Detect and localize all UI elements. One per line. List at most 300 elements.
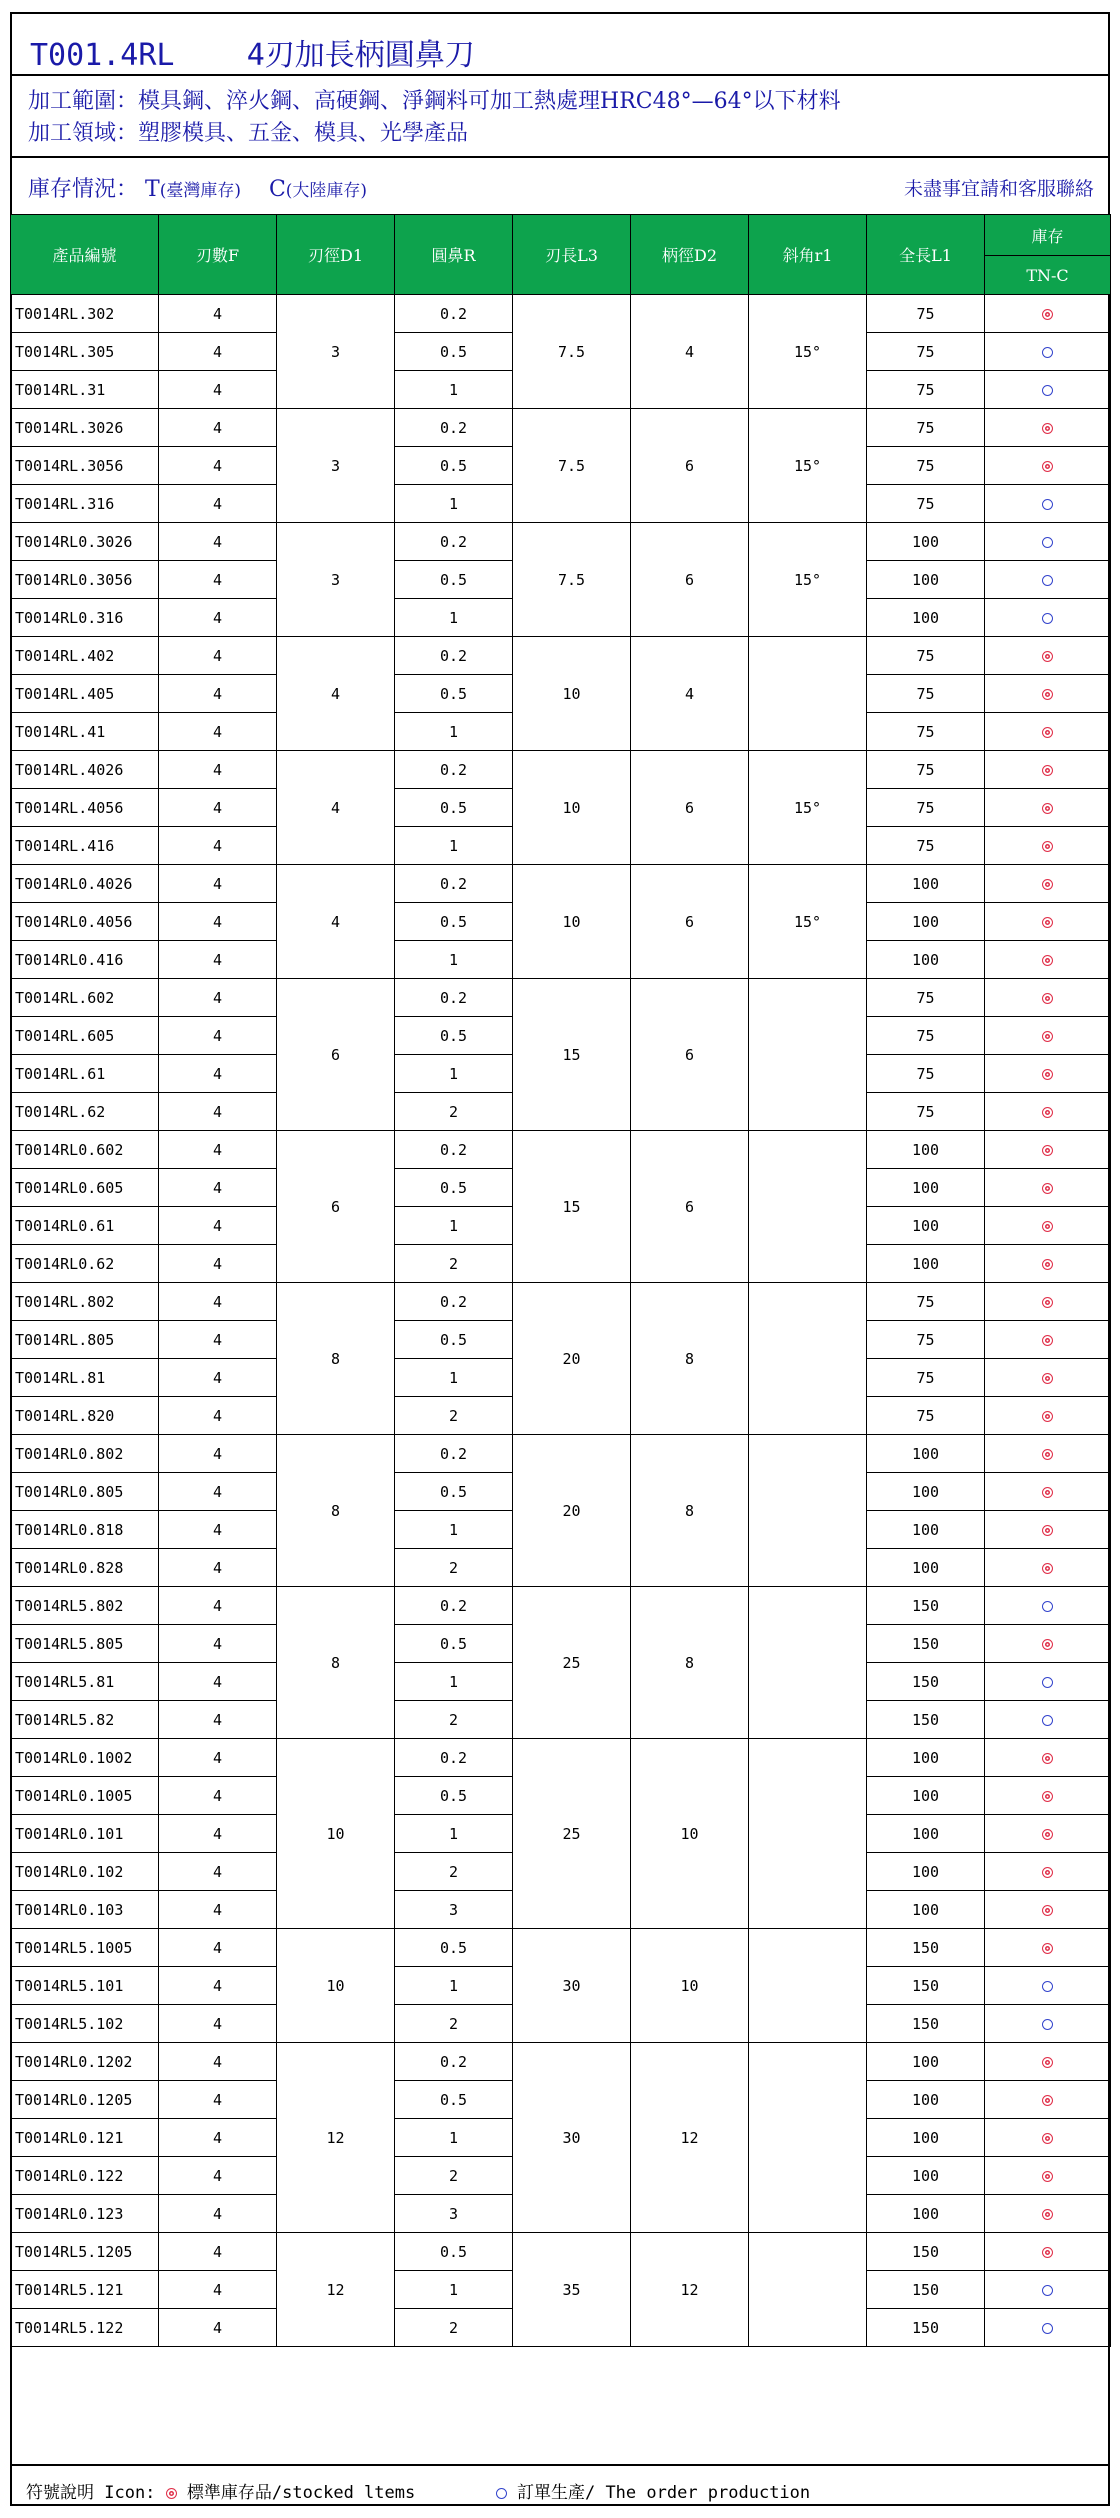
header-d1: 刃徑D1 xyxy=(277,215,395,295)
l1-cell: 75 xyxy=(867,979,985,1017)
radius-cell: 0.2 xyxy=(395,409,513,447)
stock-cell xyxy=(985,561,1111,599)
stock-cell xyxy=(985,1359,1111,1397)
legend-label: 符號說明 Icon: xyxy=(26,2483,156,2503)
r1-cell xyxy=(749,1435,867,1587)
product-code: T0014RL0.123 xyxy=(11,2195,159,2233)
flutes-cell: 4 xyxy=(159,1587,277,1625)
radius-cell: 0.2 xyxy=(395,1283,513,1321)
info-block xyxy=(10,76,1110,158)
l1-cell: 75 xyxy=(867,637,985,675)
radius-cell: 0.2 xyxy=(395,1739,513,1777)
stocked-icon xyxy=(1042,1183,1053,1194)
d1-cell: 6 xyxy=(277,1131,395,1283)
order-icon xyxy=(1042,2323,1053,2334)
d2-cell: 10 xyxy=(631,1929,749,2043)
stock-cell xyxy=(985,751,1111,789)
table-row xyxy=(11,409,1111,447)
stock-cell xyxy=(985,2271,1111,2309)
stocked-icon xyxy=(1042,955,1053,966)
stocked-icon xyxy=(1042,1791,1053,1802)
l1-cell: 100 xyxy=(867,2119,985,2157)
radius-cell: 2 xyxy=(395,1701,513,1739)
l1-cell: 100 xyxy=(867,523,985,561)
product-code: T0014RL0.802 xyxy=(11,1435,159,1473)
stock-cell xyxy=(985,1663,1111,1701)
r1-cell xyxy=(749,2043,867,2233)
l1-cell: 150 xyxy=(867,2233,985,2271)
stocked-icon xyxy=(1042,2133,1053,2144)
product-code: T0014RL0.1202 xyxy=(11,2043,159,2081)
d2-cell: 6 xyxy=(631,865,749,979)
flutes-cell: 4 xyxy=(159,675,277,713)
header-r1: 斜角r1 xyxy=(749,215,867,295)
flutes-cell: 4 xyxy=(159,485,277,523)
d1-cell: 3 xyxy=(277,409,395,523)
d2-cell: 6 xyxy=(631,979,749,1131)
flutes-cell: 4 xyxy=(159,2005,277,2043)
flutes-cell: 4 xyxy=(159,1625,277,1663)
stock-cell xyxy=(985,2119,1111,2157)
stocked-icon xyxy=(1042,1487,1053,1498)
product-code: T0014RL.402 xyxy=(11,637,159,675)
flutes-cell: 4 xyxy=(159,827,277,865)
r1-cell xyxy=(749,979,867,1131)
flutes-cell: 4 xyxy=(159,1435,277,1473)
r1-cell xyxy=(749,1131,867,1283)
r1-cell: 15° xyxy=(749,295,867,409)
d2-cell: 12 xyxy=(631,2233,749,2347)
product-code: T0014RL0.62 xyxy=(11,1245,159,1283)
radius-cell: 1 xyxy=(395,2119,513,2157)
radius-cell: 2 xyxy=(395,1549,513,1587)
product-code: T0014RL5.802 xyxy=(11,1587,159,1625)
flutes-cell: 4 xyxy=(159,1131,277,1169)
stock-cell xyxy=(985,789,1111,827)
d1-cell: 4 xyxy=(277,637,395,751)
stock-cell xyxy=(985,1321,1111,1359)
product-code: T0014RL5.121 xyxy=(11,2271,159,2309)
stock-c-code: C xyxy=(268,177,286,202)
radius-cell: 0.2 xyxy=(395,1131,513,1169)
stocked-icon xyxy=(1042,1031,1053,1042)
l1-cell: 75 xyxy=(867,333,985,371)
stock-cell xyxy=(985,1511,1111,1549)
flutes-cell: 4 xyxy=(159,2119,277,2157)
l1-cell: 100 xyxy=(867,903,985,941)
flutes-cell: 4 xyxy=(159,903,277,941)
radius-cell: 0.5 xyxy=(395,1321,513,1359)
radius-cell: 1 xyxy=(395,2271,513,2309)
radius-cell: 1 xyxy=(395,485,513,523)
d2-cell: 10 xyxy=(631,1739,749,1929)
product-code: T0014RL0.101 xyxy=(11,1815,159,1853)
table-row xyxy=(11,637,1111,675)
l1-cell: 100 xyxy=(867,1131,985,1169)
stocked-icon xyxy=(1042,1069,1053,1080)
stocked-icon xyxy=(166,2488,177,2499)
l1-cell: 100 xyxy=(867,1207,985,1245)
l3-cell: 7.5 xyxy=(513,523,631,637)
stock-cell xyxy=(985,2309,1111,2347)
stock-cell xyxy=(985,1207,1111,1245)
stocked-icon xyxy=(1042,765,1053,776)
product-code: T0014RL0.102 xyxy=(11,1853,159,1891)
d1-cell: 3 xyxy=(277,523,395,637)
l1-cell: 100 xyxy=(867,1549,985,1587)
l3-cell: 7.5 xyxy=(513,409,631,523)
l1-cell: 75 xyxy=(867,485,985,523)
flutes-cell: 4 xyxy=(159,409,277,447)
product-code: T0014RL.4056 xyxy=(11,789,159,827)
d1-cell: 8 xyxy=(277,1283,395,1435)
product-code: T0014RL.805 xyxy=(11,1321,159,1359)
stocked-icon xyxy=(1042,309,1053,320)
header-l3: 刃長L3 xyxy=(513,215,631,295)
radius-cell: 1 xyxy=(395,1511,513,1549)
stocked-icon xyxy=(1042,2247,1053,2258)
stock-cell xyxy=(985,637,1111,675)
product-code: T0014RL5.101 xyxy=(11,1967,159,2005)
l3-cell: 35 xyxy=(513,2233,631,2347)
stock-cell xyxy=(985,865,1111,903)
l3-cell: 20 xyxy=(513,1435,631,1587)
stocked-icon xyxy=(1042,803,1053,814)
product-code: T0014RL5.81 xyxy=(11,1663,159,1701)
stock-label: 庫存情況： xyxy=(28,177,139,202)
stocked-icon xyxy=(1042,2057,1053,2068)
table-row xyxy=(11,295,1111,333)
stock-cell xyxy=(985,1587,1111,1625)
flutes-cell: 4 xyxy=(159,1739,277,1777)
stock-cell xyxy=(985,1093,1111,1131)
flutes-cell: 4 xyxy=(159,1473,277,1511)
flutes-cell: 4 xyxy=(159,333,277,371)
d1-cell: 4 xyxy=(277,865,395,979)
l1-cell: 150 xyxy=(867,1967,985,2005)
product-code: T0014RL0.3056 xyxy=(11,561,159,599)
product-code: T0014RL5.122 xyxy=(11,2309,159,2347)
l1-cell: 75 xyxy=(867,1283,985,1321)
product-code: T0014RL0.602 xyxy=(11,1131,159,1169)
flutes-cell: 4 xyxy=(159,2233,277,2271)
stocked-icon xyxy=(1042,1905,1053,1916)
stocked-icon xyxy=(1042,1829,1053,1840)
stock-t-desc: (臺灣庫存) xyxy=(159,181,241,201)
d1-cell: 6 xyxy=(277,979,395,1131)
flutes-cell: 4 xyxy=(159,2043,277,2081)
product-code: T0014RL0.1002 xyxy=(11,1739,159,1777)
product-code: T0014RL.81 xyxy=(11,1359,159,1397)
d2-cell: 6 xyxy=(631,523,749,637)
flutes-cell: 4 xyxy=(159,1701,277,1739)
header-stock: 庫存 xyxy=(985,215,1111,256)
l1-cell: 100 xyxy=(867,1777,985,1815)
flutes-cell: 4 xyxy=(159,1207,277,1245)
flutes-cell: 4 xyxy=(159,1093,277,1131)
flutes-cell: 4 xyxy=(159,1967,277,2005)
l1-cell: 100 xyxy=(867,2043,985,2081)
stocked-icon xyxy=(1042,917,1053,928)
stock-cell xyxy=(985,713,1111,751)
l1-cell: 100 xyxy=(867,1245,985,1283)
flutes-cell: 4 xyxy=(159,751,277,789)
product-code: T0014RL.3026 xyxy=(11,409,159,447)
l3-cell: 15 xyxy=(513,1131,631,1283)
l1-cell: 150 xyxy=(867,2271,985,2309)
stocked-icon xyxy=(1042,1411,1053,1422)
flutes-cell: 4 xyxy=(159,789,277,827)
l1-cell: 150 xyxy=(867,1587,985,1625)
flutes-cell: 4 xyxy=(159,371,277,409)
radius-cell: 1 xyxy=(395,713,513,751)
r1-cell: 15° xyxy=(749,865,867,979)
product-code: T0014RL.41 xyxy=(11,713,159,751)
radius-cell: 0.5 xyxy=(395,675,513,713)
l1-cell: 75 xyxy=(867,1359,985,1397)
l1-cell: 75 xyxy=(867,789,985,827)
l1-cell: 75 xyxy=(867,1321,985,1359)
l1-cell: 100 xyxy=(867,1473,985,1511)
table-row xyxy=(11,523,1111,561)
l1-cell: 100 xyxy=(867,1853,985,1891)
stock-cell xyxy=(985,1891,1111,1929)
radius-cell: 0.5 xyxy=(395,1625,513,1663)
stock-cell xyxy=(985,1245,1111,1283)
product-table xyxy=(10,214,1111,2347)
order-icon xyxy=(1042,2285,1053,2296)
stock-cell xyxy=(985,1283,1111,1321)
stock-cell xyxy=(985,485,1111,523)
product-code: T0014RL.316 xyxy=(11,485,159,523)
stocked-icon xyxy=(1042,1259,1053,1270)
stocked-icon xyxy=(1042,1221,1053,1232)
l1-cell: 75 xyxy=(867,1017,985,1055)
d1-cell: 4 xyxy=(277,751,395,865)
product-code: T0014RL.302 xyxy=(11,295,159,333)
table-row xyxy=(11,1587,1111,1625)
l1-cell: 150 xyxy=(867,2309,985,2347)
radius-cell: 0.5 xyxy=(395,1473,513,1511)
flutes-cell: 4 xyxy=(159,1169,277,1207)
stock-c-desc: (大陸庫存) xyxy=(285,181,368,201)
page-title: T001.4RL 4刃加長柄圓鼻刀 xyxy=(30,38,475,73)
l1-cell: 75 xyxy=(867,409,985,447)
l1-cell: 150 xyxy=(867,1663,985,1701)
l3-cell: 10 xyxy=(513,865,631,979)
radius-cell: 0.5 xyxy=(395,333,513,371)
flutes-cell: 4 xyxy=(159,561,277,599)
d2-cell: 12 xyxy=(631,2043,749,2233)
product-code: T0014RL0.316 xyxy=(11,599,159,637)
l1-cell: 75 xyxy=(867,1055,985,1093)
stock-cell xyxy=(985,1739,1111,1777)
l1-cell: 100 xyxy=(867,1511,985,1549)
stocked-icon xyxy=(1042,461,1053,472)
title-bar xyxy=(10,12,1110,76)
radius-cell: 0.2 xyxy=(395,295,513,333)
stocked-icon xyxy=(1042,841,1053,852)
header-flutes: 刃數F xyxy=(159,215,277,295)
stock-cell xyxy=(985,675,1111,713)
product-code: T0014RL5.1005 xyxy=(11,1929,159,1967)
l3-cell: 30 xyxy=(513,2043,631,2233)
flutes-cell: 4 xyxy=(159,637,277,675)
flutes-cell: 4 xyxy=(159,1891,277,1929)
r1-cell xyxy=(749,637,867,751)
d1-cell: 12 xyxy=(277,2043,395,2233)
radius-cell: 1 xyxy=(395,1359,513,1397)
legend-order: 訂單生產/ The order production xyxy=(516,2483,811,2503)
stock-cell xyxy=(985,2233,1111,2271)
radius-cell: 1 xyxy=(395,599,513,637)
radius-cell: 0.5 xyxy=(395,2081,513,2119)
l1-cell: 100 xyxy=(867,2081,985,2119)
product-code: T0014RL.416 xyxy=(11,827,159,865)
l3-cell: 20 xyxy=(513,1283,631,1435)
stock-cell xyxy=(985,941,1111,979)
header-stock-sub: TN-C xyxy=(985,256,1111,295)
r1-cell: 15° xyxy=(749,523,867,637)
header-l1: 全長L1 xyxy=(867,215,985,295)
stocked-icon xyxy=(1042,1297,1053,1308)
radius-cell: 1 xyxy=(395,1055,513,1093)
flutes-cell: 4 xyxy=(159,1549,277,1587)
flutes-cell: 4 xyxy=(159,1511,277,1549)
radius-cell: 1 xyxy=(395,1207,513,1245)
radius-cell: 1 xyxy=(395,941,513,979)
radius-cell: 1 xyxy=(395,1663,513,1701)
stock-cell xyxy=(985,1701,1111,1739)
radius-cell: 0.5 xyxy=(395,789,513,827)
radius-cell: 0.5 xyxy=(395,2233,513,2271)
stocked-icon xyxy=(1042,1639,1053,1650)
order-icon xyxy=(1042,1677,1053,1688)
radius-cell: 2 xyxy=(395,2157,513,2195)
stock-cell xyxy=(985,523,1111,561)
radius-cell: 0.5 xyxy=(395,903,513,941)
d2-cell: 6 xyxy=(631,751,749,865)
flutes-cell: 4 xyxy=(159,1283,277,1321)
stock-cell xyxy=(985,979,1111,1017)
product-code: T0014RL0.103 xyxy=(11,1891,159,1929)
product-code: T0014RL0.828 xyxy=(11,1549,159,1587)
product-code: T0014RL5.82 xyxy=(11,1701,159,1739)
legend-stocked: 標準庫存品/stocked ltems xyxy=(186,2483,416,2503)
product-code: T0014RL0.122 xyxy=(11,2157,159,2195)
stocked-icon xyxy=(1042,2209,1053,2220)
stock-cell xyxy=(985,1017,1111,1055)
l1-cell: 100 xyxy=(867,1739,985,1777)
stock-cell xyxy=(985,599,1111,637)
product-code: T0014RL0.4056 xyxy=(11,903,159,941)
stock-cell xyxy=(985,903,1111,941)
flutes-cell: 4 xyxy=(159,1929,277,1967)
d2-cell: 8 xyxy=(631,1587,749,1739)
flutes-cell: 4 xyxy=(159,865,277,903)
l1-cell: 75 xyxy=(867,751,985,789)
stocked-icon xyxy=(1042,1145,1053,1156)
stocked-icon xyxy=(1042,993,1053,1004)
legend xyxy=(10,2464,1110,2506)
stock-cell xyxy=(985,1131,1111,1169)
machining-field: 加工領域：塑膠模具、五金、模具、光學產品 xyxy=(28,121,469,146)
l1-cell: 100 xyxy=(867,865,985,903)
radius-cell: 0.2 xyxy=(395,523,513,561)
order-icon xyxy=(1042,1601,1053,1612)
table-row xyxy=(11,751,1111,789)
product-code: T0014RL0.121 xyxy=(11,2119,159,2157)
l3-cell: 30 xyxy=(513,1929,631,2043)
radius-cell: 0.5 xyxy=(395,1169,513,1207)
l1-cell: 75 xyxy=(867,1093,985,1131)
product-code: T0014RL0.818 xyxy=(11,1511,159,1549)
order-icon xyxy=(1042,575,1053,586)
stock-t-code: T xyxy=(145,177,160,202)
table-row xyxy=(11,2043,1111,2081)
r1-cell xyxy=(749,2233,867,2347)
stock-cell xyxy=(985,2195,1111,2233)
radius-cell: 0.5 xyxy=(395,1929,513,1967)
product-code: T0014RL.602 xyxy=(11,979,159,1017)
stock-cell xyxy=(985,2081,1111,2119)
product-code: T0014RL.605 xyxy=(11,1017,159,1055)
stock-cell xyxy=(985,333,1111,371)
l1-cell: 100 xyxy=(867,941,985,979)
product-code: T0014RL.802 xyxy=(11,1283,159,1321)
l1-cell: 100 xyxy=(867,1169,985,1207)
flutes-cell: 4 xyxy=(159,1663,277,1701)
stock-cell xyxy=(985,295,1111,333)
product-code: T0014RL0.605 xyxy=(11,1169,159,1207)
product-table-body xyxy=(11,295,1111,2347)
d1-cell: 8 xyxy=(277,1587,395,1739)
stock-cell xyxy=(985,1853,1111,1891)
product-code: T0014RL.31 xyxy=(11,371,159,409)
table-row xyxy=(11,979,1111,1017)
radius-cell: 1 xyxy=(395,1967,513,2005)
flutes-cell: 4 xyxy=(159,599,277,637)
d1-cell: 10 xyxy=(277,1739,395,1929)
radius-cell: 2 xyxy=(395,1853,513,1891)
flutes-cell: 4 xyxy=(159,1017,277,1055)
stock-cell xyxy=(985,827,1111,865)
product-code: T0014RL.61 xyxy=(11,1055,159,1093)
product-code: T0014RL0.416 xyxy=(11,941,159,979)
radius-cell: 2 xyxy=(395,1245,513,1283)
order-icon xyxy=(1042,347,1053,358)
radius-cell: 0.2 xyxy=(395,2043,513,2081)
order-icon xyxy=(1042,385,1053,396)
l1-cell: 75 xyxy=(867,713,985,751)
radius-cell: 1 xyxy=(395,371,513,409)
d2-cell: 8 xyxy=(631,1435,749,1587)
product-code: T0014RL.62 xyxy=(11,1093,159,1131)
l1-cell: 100 xyxy=(867,1891,985,1929)
l3-cell: 10 xyxy=(513,751,631,865)
r1-cell: 15° xyxy=(749,751,867,865)
flutes-cell: 4 xyxy=(159,1359,277,1397)
radius-cell: 3 xyxy=(395,1891,513,1929)
product-code: T0014RL0.61 xyxy=(11,1207,159,1245)
stocked-icon xyxy=(1042,1867,1053,1878)
r1-cell xyxy=(749,1283,867,1435)
product-code: T0014RL.820 xyxy=(11,1397,159,1435)
d1-cell: 3 xyxy=(277,295,395,409)
l1-cell: 75 xyxy=(867,1397,985,1435)
flutes-cell: 4 xyxy=(159,523,277,561)
stock-cell xyxy=(985,409,1111,447)
